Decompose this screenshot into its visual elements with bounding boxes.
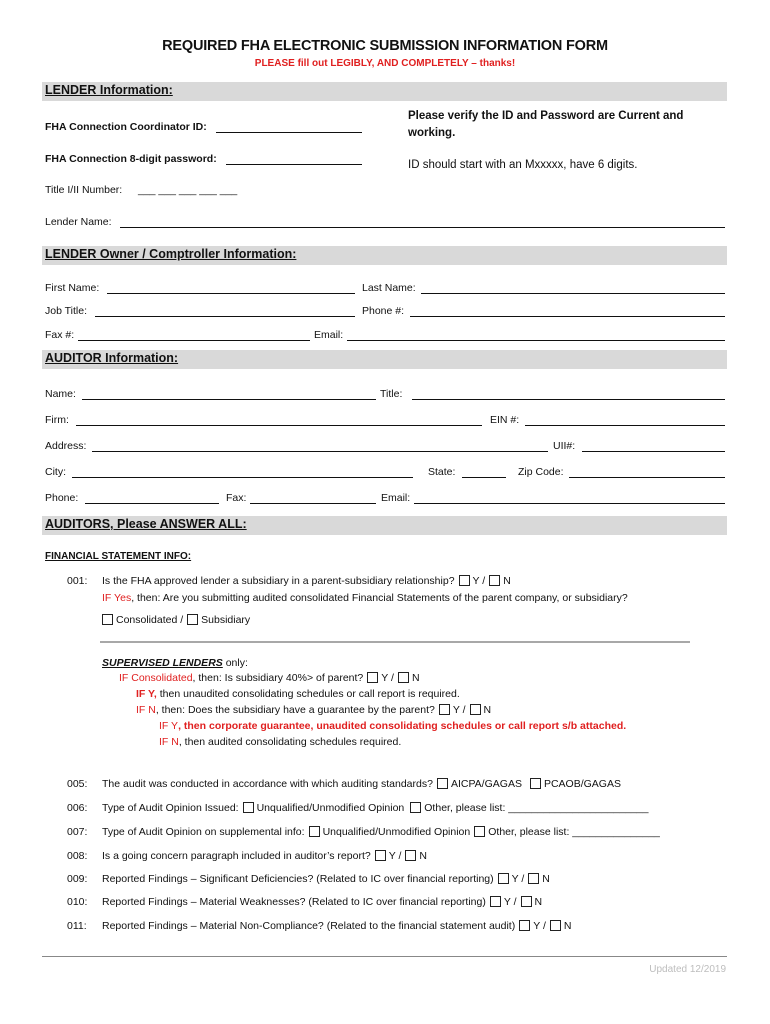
guarantee-no-checkbox[interactable] bbox=[470, 704, 481, 715]
q010-no-checkbox[interactable] bbox=[521, 896, 532, 907]
owner-email-field[interactable] bbox=[347, 340, 725, 341]
subsidiary-40-yes-checkbox[interactable] bbox=[367, 672, 378, 683]
q001-text: Is the FHA approved lender a subsidiary in a parent-subsidiary relationship? bbox=[102, 575, 455, 587]
q011-yes-checkbox[interactable] bbox=[519, 920, 530, 931]
supervised-line-3: IF N, then: Does the subsidiary have a guarantee by the parent? Y / N bbox=[136, 704, 492, 716]
auditor-phone-label: Phone: bbox=[45, 492, 79, 504]
q005-number: 005: bbox=[67, 778, 88, 790]
zip-field[interactable] bbox=[569, 477, 725, 478]
supervised-heading: SUPERVISED LENDERS only: bbox=[102, 657, 248, 669]
owner-phone-field[interactable] bbox=[410, 316, 725, 317]
state-field[interactable] bbox=[462, 477, 506, 478]
q008-no-checkbox[interactable] bbox=[405, 850, 416, 861]
auditor-fax-field[interactable] bbox=[250, 503, 376, 504]
title-number-field[interactable]: ___ ___ ___ ___ ___ bbox=[138, 184, 238, 196]
q006-row: Type of Audit Opinion Issued: Unqualified/Unmodified Opinion Other, please list: ________________________ bbox=[102, 802, 649, 814]
lender-section-header: LENDER Information: bbox=[42, 82, 727, 101]
q009-yes-checkbox[interactable] bbox=[498, 873, 509, 884]
subsidiary-checkbox[interactable] bbox=[187, 614, 198, 625]
financial-statement-subheading: FINANCIAL STATEMENT INFO: bbox=[45, 551, 192, 562]
auditor-section-header: AUDITOR Information: bbox=[42, 350, 727, 369]
divider-rule bbox=[100, 641, 690, 643]
q011-no-checkbox[interactable] bbox=[550, 920, 561, 931]
auditor-email-label: Email: bbox=[381, 492, 411, 504]
q009-row: Reported Findings – Significant Deficiencies? (Related to IC over financial reporting) Y / N bbox=[102, 873, 550, 885]
page-title: REQUIRED FHA ELECTRONIC SUBMISSION INFORMATION FORM bbox=[162, 38, 608, 54]
auditor-name-field[interactable] bbox=[82, 399, 376, 400]
supervised-line-5: IF N, then audited consolidating schedules required. bbox=[159, 736, 402, 748]
auditor-email-field[interactable] bbox=[414, 503, 725, 504]
questions-section-header: AUDITORS, Please ANSWER ALL: bbox=[42, 516, 727, 535]
uii-label: UII#: bbox=[553, 440, 576, 452]
supervised-line-4: IF Y, then corporate guarantee, unaudited consolidating schedules or call report s/b attached. bbox=[159, 720, 627, 732]
owner-section-header: LENDER Owner / Comptroller Information: bbox=[42, 246, 727, 265]
q005-row: The audit was conducted in accordance with which auditing standards? AICPA/GAGAS PCAOB/GAGAS bbox=[102, 778, 621, 790]
lender-name-label: Lender Name: bbox=[45, 216, 112, 228]
auditor-name-label: Name: bbox=[45, 388, 76, 400]
q011-row: Reported Findings – Material Non-Compliance? (Related to the financial statement audit) Y / N bbox=[102, 920, 572, 932]
q001-options-row: Consolidated / Subsidiary bbox=[98, 614, 250, 626]
q001-if-yes-row: IF Yes, then: Are you submitting audited consolidated Financial Statements of the parent company, or subsidiary? bbox=[102, 592, 628, 604]
owner-fax-field[interactable] bbox=[78, 340, 310, 341]
q008-yes-checkbox[interactable] bbox=[375, 850, 386, 861]
supervised-line-1: IF Consolidated, then: Is subsidiary 40%> of parent? Y / N bbox=[119, 672, 420, 684]
address-label: Address: bbox=[45, 440, 87, 452]
firm-label: Firm: bbox=[45, 414, 69, 426]
q006-unqualified-checkbox[interactable] bbox=[243, 802, 254, 813]
q001-no-checkbox[interactable] bbox=[489, 575, 500, 586]
auditor-fax-label: Fax: bbox=[226, 492, 247, 504]
q010-number: 010: bbox=[67, 896, 88, 908]
uii-field[interactable] bbox=[582, 451, 725, 452]
q007-other-checkbox[interactable] bbox=[474, 826, 485, 837]
auditor-title-field[interactable] bbox=[412, 399, 725, 400]
auditor-title-label: Title: bbox=[380, 388, 403, 400]
verify-note: Please verify the ID and Password are Current and working. bbox=[408, 110, 684, 139]
q007-number: 007: bbox=[67, 826, 88, 838]
q009-number: 009: bbox=[67, 873, 88, 885]
ein-label: EIN #: bbox=[490, 414, 520, 426]
password-field[interactable] bbox=[226, 164, 362, 165]
q008-row: Is a going concern paragraph included in auditor’s report? Y / N bbox=[102, 850, 427, 862]
firm-field[interactable] bbox=[76, 425, 482, 426]
first-name-label: First Name: bbox=[45, 282, 100, 294]
q010-row: Reported Findings – Material Weaknesses? (Related to IC over financial reporting) Y / N bbox=[102, 896, 543, 908]
owner-email-label: Email: bbox=[314, 329, 344, 341]
first-name-field[interactable] bbox=[107, 293, 355, 294]
footer-updated: Updated 12/2019 bbox=[649, 964, 726, 975]
coordinator-id-field[interactable] bbox=[216, 132, 362, 133]
owner-phone-label: Phone #: bbox=[362, 305, 405, 317]
page-subtitle: PLEASE fill out LEGIBLY, AND COMPLETELY – thanks! bbox=[254, 58, 516, 69]
q009-no-checkbox[interactable] bbox=[528, 873, 539, 884]
title-number-label: Title I/II Number: bbox=[45, 184, 123, 196]
q001-row: Is the FHA approved lender a subsidiary in a parent-subsidiary relationship? Y / N bbox=[102, 575, 511, 587]
supervised-line-2: IF Y, then unaudited consolidating schedules or call report is required. bbox=[136, 688, 460, 700]
job-title-label: Job Title: bbox=[45, 305, 88, 317]
city-label: City: bbox=[45, 466, 66, 478]
q011-number: 011: bbox=[67, 920, 87, 932]
owner-fax-label: Fax #: bbox=[45, 329, 75, 341]
password-label: FHA Connection 8-digit password: bbox=[45, 153, 217, 165]
q008-number: 008: bbox=[67, 850, 88, 862]
state-label: State: bbox=[428, 466, 456, 478]
q007-row: Type of Audit Opinion on supplemental info: Unqualified/Unmodified Opinion Other, please list: _______________ bbox=[102, 826, 660, 838]
lender-name-field[interactable] bbox=[120, 227, 725, 228]
footer-rule bbox=[42, 956, 727, 957]
q006-other-checkbox[interactable] bbox=[410, 802, 421, 813]
q001-number: 001: bbox=[67, 575, 88, 587]
coordinator-id-label: FHA Connection Coordinator ID: bbox=[45, 121, 207, 133]
city-field[interactable] bbox=[72, 477, 413, 478]
id-note: ID should start with an Mxxxxx, have 6 digits. bbox=[408, 159, 638, 171]
job-title-field[interactable] bbox=[95, 316, 355, 317]
q006-number: 006: bbox=[67, 802, 88, 814]
auditor-phone-field[interactable] bbox=[85, 503, 219, 504]
consolidated-checkbox[interactable] bbox=[102, 614, 113, 625]
last-name-label: Last Name: bbox=[362, 282, 416, 294]
q007-unqualified-checkbox[interactable] bbox=[309, 826, 320, 837]
q010-yes-checkbox[interactable] bbox=[490, 896, 501, 907]
last-name-field[interactable] bbox=[421, 293, 725, 294]
zip-label: Zip Code: bbox=[518, 466, 564, 478]
pcaob-gagas-checkbox[interactable] bbox=[530, 778, 541, 789]
aicpa-gagas-checkbox[interactable] bbox=[437, 778, 448, 789]
address-field[interactable] bbox=[92, 451, 548, 452]
ein-field[interactable] bbox=[525, 425, 725, 426]
subsidiary-40-no-checkbox[interactable] bbox=[398, 672, 409, 683]
q001-yes-checkbox[interactable] bbox=[459, 575, 470, 586]
guarantee-yes-checkbox[interactable] bbox=[439, 704, 450, 715]
